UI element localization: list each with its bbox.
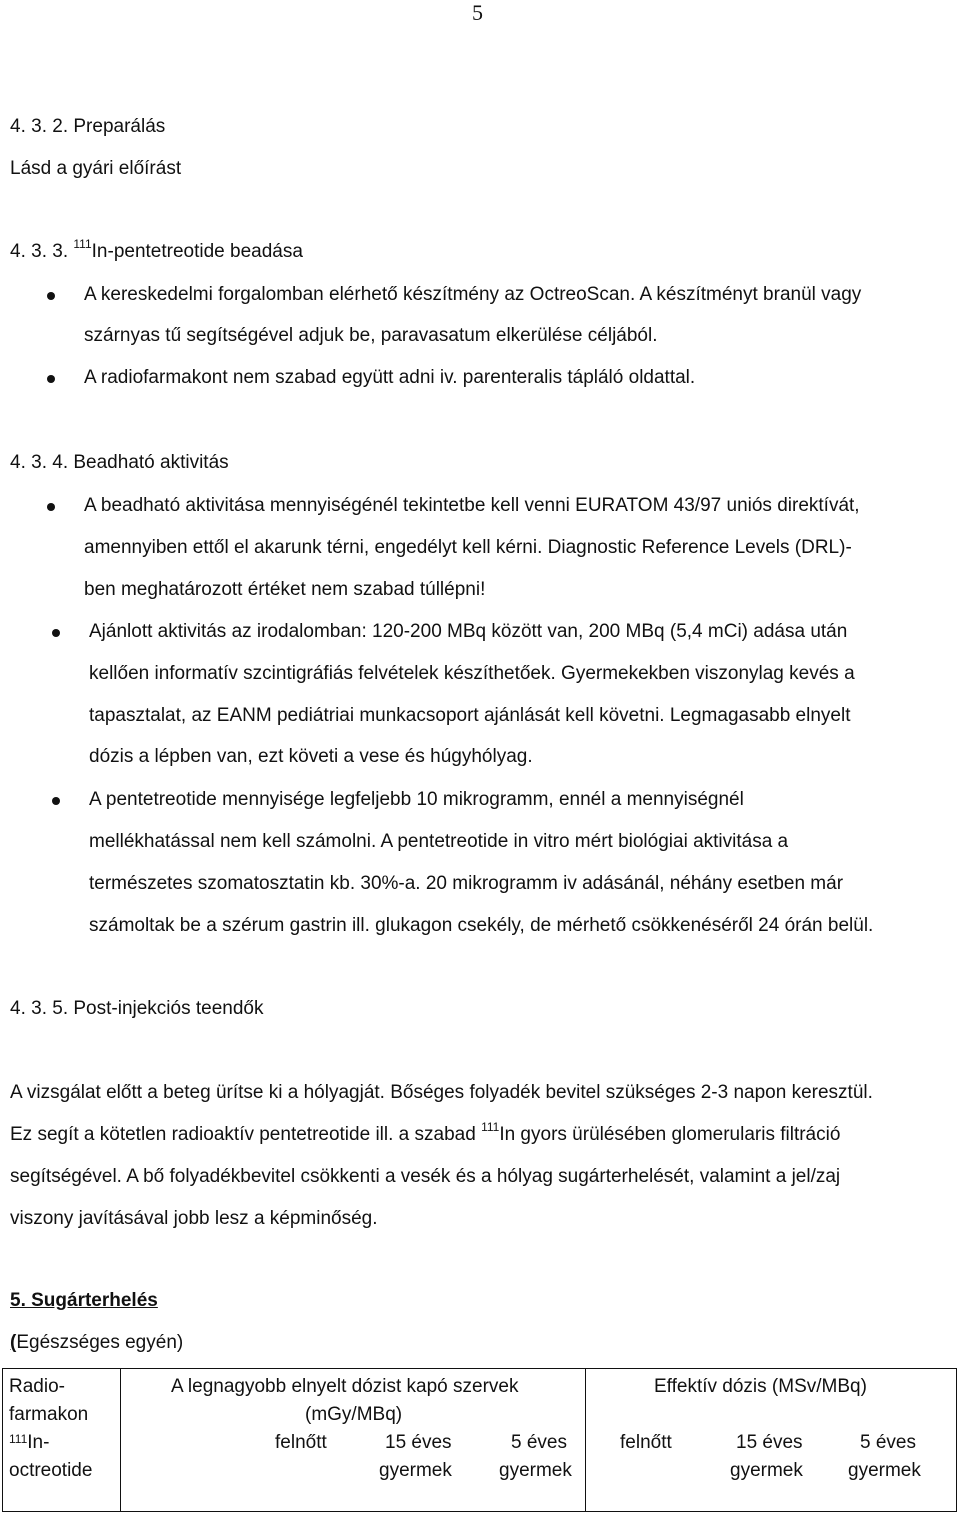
paren-open: ( bbox=[10, 1332, 17, 1353]
cell-text: Radio- bbox=[9, 1376, 65, 1397]
isotope-superscript: 111 bbox=[9, 1432, 28, 1446]
bullet-icon bbox=[47, 292, 55, 300]
bullet-text-line: amennyiben ettől el akarunk térni, engedélyt kell kérni. Diagnostic Reference Levels (DRL)- bbox=[84, 537, 852, 558]
cell-text: 15 éves bbox=[385, 1432, 452, 1453]
cell-text: gyermek bbox=[499, 1460, 572, 1481]
bullet-text-line: kellően informatív szcintigráfiás felvételek készíthetőek. Gyermekekben viszonylag kevés a bbox=[89, 663, 855, 684]
paragraph-line bbox=[10, 1120, 841, 1146]
bullet-icon bbox=[47, 375, 55, 383]
section-heading-sugarterheles: 5. Sugárterhelés bbox=[10, 1290, 158, 1311]
isotope-superscript: 111 bbox=[73, 237, 92, 251]
cell-text: Effektív dózis (MSv/MBq) bbox=[654, 1376, 867, 1397]
cell-text: farmakon bbox=[9, 1404, 89, 1425]
subheading-text: Egészséges egyén) bbox=[16, 1332, 184, 1353]
paragraph-line: viszony javításával jobb lesz a képminőség. bbox=[10, 1208, 378, 1229]
paragraph-line: segítségével. A bő folyadékbevitel csökkenti a vesék és a hólyag sugárterhelését, valamint a jel/zaj bbox=[10, 1166, 841, 1187]
preparalas-text: Lásd a gyári előírást bbox=[10, 158, 182, 179]
cell-text bbox=[9, 1429, 49, 1457]
heading-title: In-pentetreotide beadása bbox=[91, 241, 303, 262]
bullet-text-line: A beadható aktivitása mennyiségénél tekintetbe kell venni EURATOM 43/97 uniós direktívát, bbox=[84, 495, 860, 516]
cell-text: gyermek bbox=[730, 1460, 803, 1481]
cell-text: felnőtt bbox=[620, 1432, 672, 1453]
cell-text: 5 éves bbox=[511, 1432, 567, 1453]
cell-text: 15 éves bbox=[736, 1432, 803, 1453]
paragraph-text: Ez segít a kötetlen radioaktív pentetreotide ill. a szabad bbox=[10, 1124, 476, 1145]
bullet-text-line: Ajánlott aktivitás az irodalomban: 120-200 MBq között van, 200 MBq (5,4 mCi) adása után bbox=[89, 621, 848, 642]
section-heading-aktivitas: 4. 3. 4. Beadható aktivitás bbox=[10, 452, 229, 473]
bullet-text-line: szárnyas tű segítségével adjuk be, paravasatum elkerülése céljából. bbox=[84, 325, 658, 346]
bullet-text-line: dózis a lépben van, ezt követi a vese és húgyhólyag. bbox=[89, 746, 533, 767]
bullet-text-line: ben meghatározott értéket nem szabad túllépni! bbox=[84, 579, 486, 600]
bullet-icon bbox=[47, 503, 55, 511]
paragraph-text: In gyors ürülésében glomerularis filtráció bbox=[499, 1124, 841, 1145]
table-cell-effective-dose bbox=[586, 1369, 957, 1512]
section-heading-preparalas: 4. 3. 2. Preparálás bbox=[10, 116, 166, 137]
isotope-superscript: 111 bbox=[481, 1120, 500, 1134]
table-cell-radiofarmakon bbox=[3, 1369, 121, 1512]
table-cell-organ-dose bbox=[121, 1369, 586, 1512]
bullet-icon bbox=[52, 797, 60, 805]
bullet-text-line: A pentetreotide mennyisége legfeljebb 10 mikrogramm, ennél a mennyiségnél bbox=[89, 789, 744, 810]
cell-text: 5 éves bbox=[860, 1432, 916, 1453]
cell-text: In- bbox=[27, 1432, 50, 1453]
subheading-egeszseges bbox=[10, 1332, 183, 1354]
section-heading-beadasa bbox=[10, 237, 303, 263]
paragraph-line: A vizsgálat előtt a beteg ürítse ki a hólyagját. Bőséges folyadék bevitel szükséges 2-3 napon keresztül. bbox=[10, 1082, 873, 1103]
bullet-text-line: mellékhatással nem kell számolni. A pentetreotide in vitro mért biológiai aktivitása a bbox=[89, 831, 789, 852]
cell-text: felnőtt bbox=[275, 1432, 327, 1453]
bullet-text-line: természetes szomatosztatin kb. 30%-a. 20 mikrogramm iv adásánál, néhány esetben már bbox=[89, 873, 844, 894]
heading-number: 4. 3. 3. bbox=[10, 241, 69, 262]
dose-table bbox=[2, 1368, 957, 1512]
bullet-text-line: A radiofarmakont nem szabad együtt adni iv. parenteralis tápláló oldattal. bbox=[84, 367, 696, 388]
bullet-icon bbox=[52, 629, 60, 637]
section-heading-post-injekcios: 4. 3. 5. Post-injekciós teendők bbox=[10, 998, 264, 1019]
cell-text: A legnagyobb elnyelt dózist kapó szervek bbox=[171, 1376, 519, 1397]
cell-text: gyermek bbox=[848, 1460, 921, 1481]
cell-text: octreotide bbox=[9, 1460, 93, 1481]
cell-text: (mGy/MBq) bbox=[305, 1404, 403, 1425]
bullet-text-line: A kereskedelmi forgalomban elérhető készítmény az OctreoScan. A készítményt branül vagy bbox=[84, 284, 862, 305]
bullet-text-line: tapasztalat, az EANM pediátriai munkacsoport ajánlását kell követni. Legmagasabb elnyelt bbox=[89, 705, 851, 726]
cell-text: gyermek bbox=[379, 1460, 452, 1481]
page-number: 5 bbox=[472, 0, 483, 25]
bullet-text-line: számoltak be a szérum gastrin ill. glukagon csekély, de mérhető csökkenéséről 24 órán belül. bbox=[89, 915, 874, 936]
